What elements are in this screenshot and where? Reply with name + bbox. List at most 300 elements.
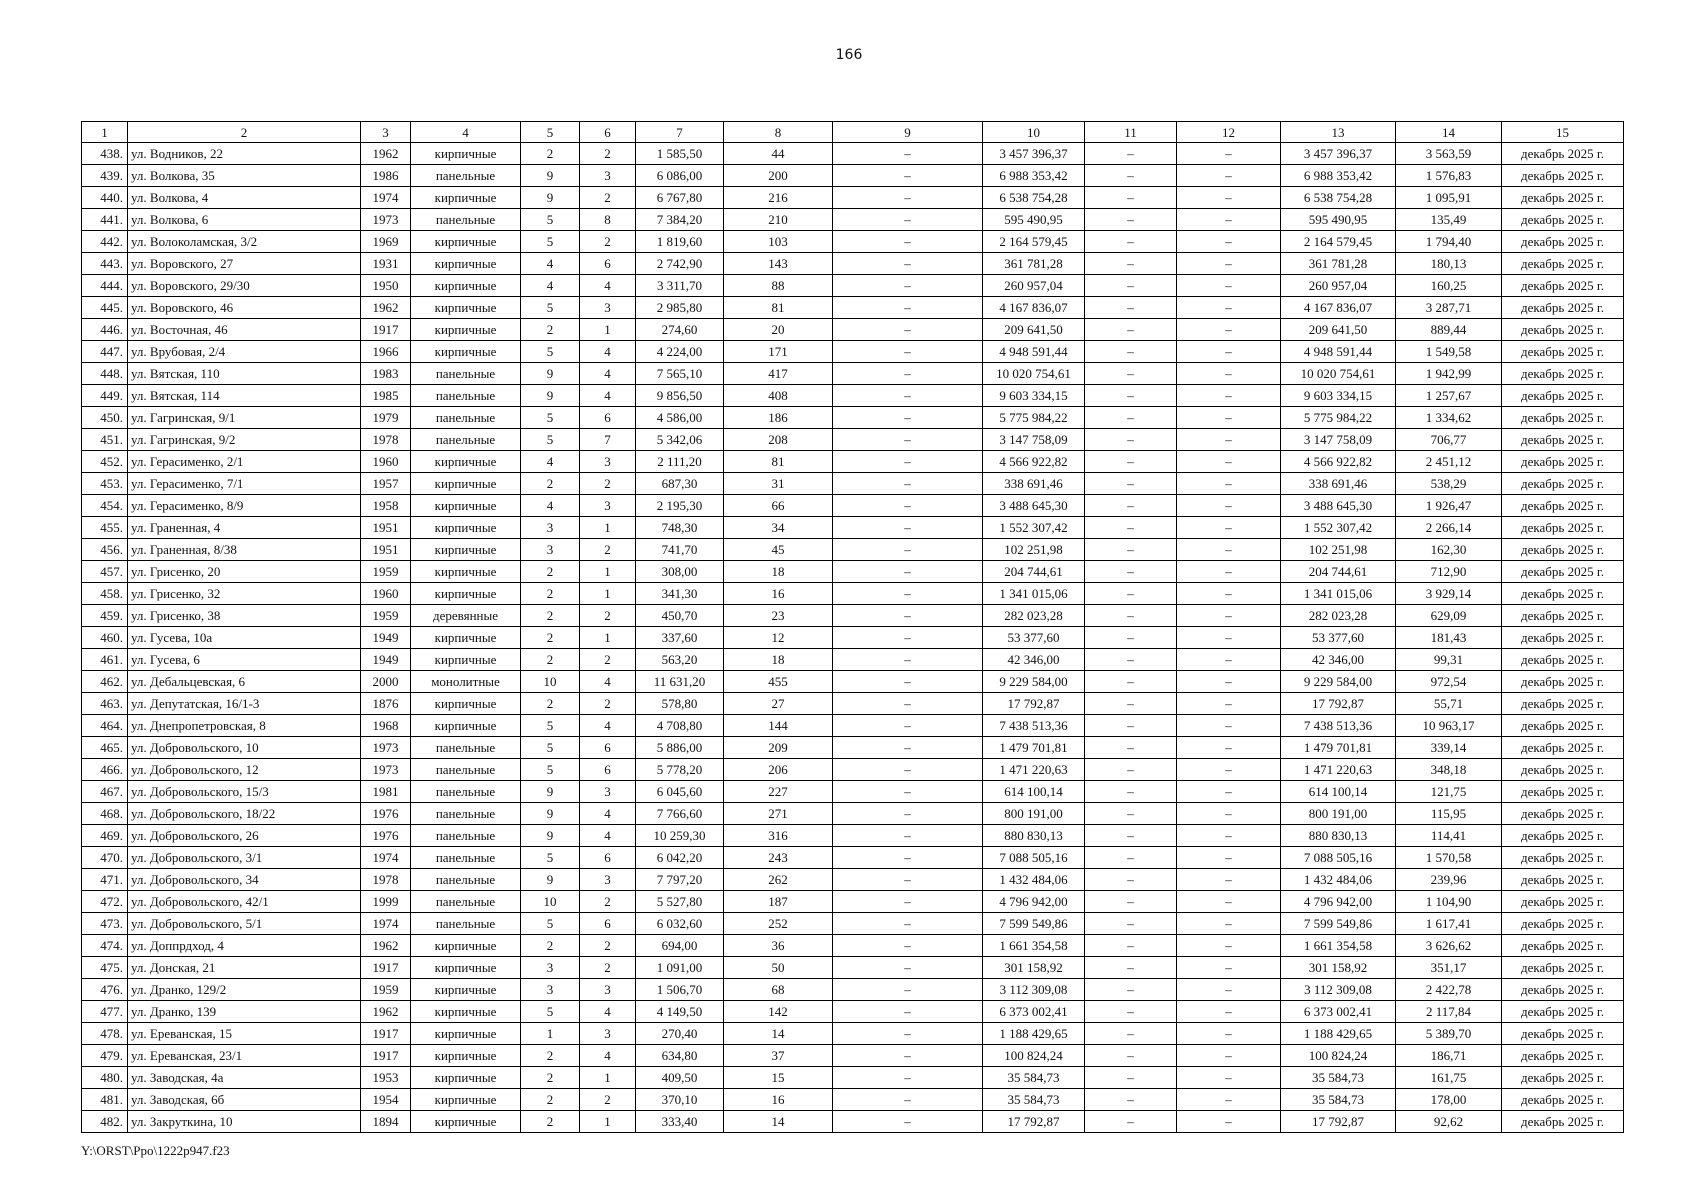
table-cell: 4 [580,275,636,297]
table-cell: – [1177,693,1281,715]
table-cell: – [1085,1111,1177,1133]
table-cell: – [1177,429,1281,451]
table-cell: 14 [724,1023,833,1045]
table-cell: – [833,847,983,869]
table-cell: – [1177,297,1281,319]
table-cell: 465. [82,737,128,759]
table-cell: 1962 [361,1001,411,1023]
table-row [82,385,1624,407]
table-cell: декабрь 2025 г. [1502,781,1624,803]
table-cell: – [1177,539,1281,561]
column-header-14: 14 [1396,122,1502,143]
table-cell: кирпичные [411,231,521,253]
table-cell: 262 [724,869,833,891]
table-cell: панельные [411,363,521,385]
table-cell: ул. Заводская, 4а [128,1067,361,1089]
table-cell: 1 661 354,58 [1281,935,1396,957]
table-cell: 2 985,80 [636,297,724,319]
table-cell: 1951 [361,539,411,561]
table-cell: 6 032,60 [636,913,724,935]
table-cell: кирпичные [411,1089,521,1111]
table-cell: 694,00 [636,935,724,957]
table-cell: панельные [411,781,521,803]
table-cell: 316 [724,825,833,847]
table-cell: – [1085,1045,1177,1067]
table-cell: 143 [724,253,833,275]
table-cell: 11 631,20 [636,671,724,693]
table-cell: кирпичные [411,649,521,671]
column-header-10: 10 [983,122,1085,143]
table-row [82,781,1624,803]
table-cell: – [1177,935,1281,957]
table-cell: декабрь 2025 г. [1502,385,1624,407]
table-cell: 10 963,17 [1396,715,1502,737]
table-cell: 440. [82,187,128,209]
column-header-15: 15 [1502,122,1624,143]
table-cell: 333,40 [636,1111,724,1133]
table-cell: – [833,363,983,385]
table-cell: 476. [82,979,128,1001]
table-cell: 1949 [361,649,411,671]
table-cell: 5 [521,341,580,363]
table-cell: – [1085,429,1177,451]
table-cell: 6 086,00 [636,165,724,187]
table-cell: – [1085,979,1177,1001]
table-cell: 1968 [361,715,411,737]
data-table [81,121,1624,1133]
table-cell: – [1177,253,1281,275]
table-cell: – [1177,847,1281,869]
table-cell: 1 [580,319,636,341]
table-cell: ул. Граненная, 4 [128,517,361,539]
table-cell: 5 778,20 [636,759,724,781]
table-cell: 308,00 [636,561,724,583]
table-cell: 3 626,62 [1396,935,1502,957]
table-cell: 9 [521,363,580,385]
table-cell: 1 [580,583,636,605]
table-cell: панельные [411,847,521,869]
table-cell: 9 [521,165,580,187]
table-cell: 9 [521,803,580,825]
table-cell: – [1085,715,1177,737]
table-cell: ул. Добровольского, 3/1 [128,847,361,869]
table-cell: 4 948 591,44 [1281,341,1396,363]
table-cell: 6 042,20 [636,847,724,869]
table-cell: – [1177,451,1281,473]
table-cell: 100 824,24 [1281,1045,1396,1067]
table-cell: 186 [724,407,833,429]
table-cell: декабрь 2025 г. [1502,451,1624,473]
table-cell: – [1085,363,1177,385]
table-cell: 441. [82,209,128,231]
table-cell: 473. [82,913,128,935]
table-row [82,319,1624,341]
table-cell: ул. Депутатская, 16/1-3 [128,693,361,715]
table-cell: 468. [82,803,128,825]
table-cell: – [833,341,983,363]
table-cell: ул. Волкова, 4 [128,187,361,209]
table-cell: декабрь 2025 г. [1502,165,1624,187]
table-cell: – [1177,715,1281,737]
table-cell: 187 [724,891,833,913]
table-cell: 1949 [361,627,411,649]
table-cell: 4 [580,715,636,737]
table-cell: 1 [580,517,636,539]
table-cell: 3 488 645,30 [1281,495,1396,517]
table-cell: ул. Доппрдход, 4 [128,935,361,957]
table-cell: кирпичные [411,517,521,539]
table-cell: кирпичные [411,1023,521,1045]
table-cell: – [833,759,983,781]
table-row [82,957,1624,979]
table-cell: ул. Добровольского, 5/1 [128,913,361,935]
table-body [82,143,1624,1133]
table-cell: 10 [521,891,580,913]
table-row [82,891,1624,913]
table-cell: – [1177,979,1281,1001]
table-cell: – [833,473,983,495]
table-cell: 209 641,50 [983,319,1085,341]
table-cell: – [833,187,983,209]
table-cell: – [1177,407,1281,429]
table-cell: – [1085,451,1177,473]
table-cell: 474. [82,935,128,957]
table-cell: 2 [580,143,636,165]
table-cell: 1 479 701,81 [983,737,1085,759]
table-cell: – [833,737,983,759]
table-cell: – [1177,341,1281,363]
table-cell: ул. Гагринская, 9/2 [128,429,361,451]
table-cell: 1 188 429,65 [1281,1023,1396,1045]
table-cell: 5 [521,847,580,869]
table-row [82,979,1624,1001]
table-cell: – [833,891,983,913]
table-cell: 1 257,67 [1396,385,1502,407]
table-cell: 6 988 353,42 [983,165,1085,187]
table-cell: 1962 [361,935,411,957]
table-cell: 538,29 [1396,473,1502,495]
table-cell: – [1177,671,1281,693]
table-cell: 9 [521,781,580,803]
table-cell: 444. [82,275,128,297]
table-cell: 1 661 354,58 [983,935,1085,957]
table-cell: 3 112 309,08 [983,979,1085,1001]
table-cell: 1974 [361,847,411,869]
table-cell: 3 [580,781,636,803]
table-cell: 6 [580,759,636,781]
table-cell: 3 457 396,37 [1281,143,1396,165]
table-cell: 1 [580,1067,636,1089]
table-row [82,407,1624,429]
table-cell: 475. [82,957,128,979]
table-cell: кирпичные [411,561,521,583]
table-cell: 449. [82,385,128,407]
table-cell: 2 [580,935,636,957]
table-cell: – [1177,561,1281,583]
table-row [82,143,1624,165]
table-cell: 6 [580,913,636,935]
table-cell: – [1085,869,1177,891]
table-cell: кирпичные [411,627,521,649]
table-cell: кирпичные [411,473,521,495]
column-header-9: 9 [833,122,983,143]
table-cell: кирпичные [411,1111,521,1133]
table-cell: 17 792,87 [983,1111,1085,1133]
table-cell: 481. [82,1089,128,1111]
table-cell: 4 [580,363,636,385]
table-cell: кирпичные [411,143,521,165]
column-header-5: 5 [521,122,580,143]
table-cell: декабрь 2025 г. [1502,1089,1624,1111]
table-cell: – [833,561,983,583]
table-cell: – [833,781,983,803]
table-cell: 142 [724,1001,833,1023]
table-cell: 3 [580,1023,636,1045]
table-cell: 204 744,61 [1281,561,1396,583]
table-cell: 180,13 [1396,253,1502,275]
table-row [82,253,1624,275]
table-cell: – [1177,869,1281,891]
table-cell: 1 341 015,06 [983,583,1085,605]
table-cell: 478. [82,1023,128,1045]
table-cell: 162,30 [1396,539,1502,561]
table-cell: 889,44 [1396,319,1502,341]
table-cell: 1959 [361,561,411,583]
table-cell: – [1085,1023,1177,1045]
table-cell: ул. Донская, 21 [128,957,361,979]
table-cell: 972,54 [1396,671,1502,693]
column-header-7: 7 [636,122,724,143]
table-cell: декабрь 2025 г. [1502,693,1624,715]
table-cell: – [833,627,983,649]
table-cell: – [1085,231,1177,253]
table-cell: 880 830,13 [983,825,1085,847]
table-cell: – [1177,583,1281,605]
table-cell: 7 438 513,36 [1281,715,1396,737]
table-cell: кирпичные [411,319,521,341]
table-cell: 2 [580,187,636,209]
table-cell: декабрь 2025 г. [1502,825,1624,847]
table-cell: 2 [580,1089,636,1111]
table-cell: 2 [521,935,580,957]
table-cell: декабрь 2025 г. [1502,627,1624,649]
table-cell: – [833,649,983,671]
table-cell: 1960 [361,583,411,605]
table-cell: ул. Воровского, 27 [128,253,361,275]
table-cell: 35 584,73 [1281,1067,1396,1089]
table-cell: ул. Добровольского, 15/3 [128,781,361,803]
table-cell: декабрь 2025 г. [1502,495,1624,517]
table-cell: 1966 [361,341,411,363]
table-row [82,869,1624,891]
table-cell: 5 [521,297,580,319]
table-cell: 1960 [361,451,411,473]
table-cell: – [1085,803,1177,825]
table-cell: декабрь 2025 г. [1502,671,1624,693]
table-cell: 1 942,99 [1396,363,1502,385]
table-cell: кирпичные [411,715,521,737]
table-cell: – [1177,495,1281,517]
table-cell: декабрь 2025 г. [1502,1023,1624,1045]
table-row [82,451,1624,473]
table-cell: 1876 [361,693,411,715]
table-cell: 471. [82,869,128,891]
table-cell: 88 [724,275,833,297]
table-cell: 271 [724,803,833,825]
table-cell: 1954 [361,1089,411,1111]
table-cell: – [1085,759,1177,781]
table-cell: 1969 [361,231,411,253]
table-cell: 4 948 591,44 [983,341,1085,363]
table-cell: – [1085,407,1177,429]
table-cell: – [1085,693,1177,715]
table-cell: панельные [411,803,521,825]
table-cell: 10 020 754,61 [983,363,1085,385]
table-cell: – [1177,517,1281,539]
table-cell: 100 824,24 [983,1045,1085,1067]
table-cell: 204 744,61 [983,561,1085,583]
table-cell: – [1177,363,1281,385]
table-cell: ул. Добровольского, 18/22 [128,803,361,825]
table-row [82,231,1624,253]
table-cell: 1 585,50 [636,143,724,165]
table-cell: 7 088 505,16 [1281,847,1396,869]
table-cell: декабрь 2025 г. [1502,539,1624,561]
table-cell: монолитные [411,671,521,693]
table-cell: – [1085,385,1177,407]
table-cell: 1958 [361,495,411,517]
table-row [82,715,1624,737]
table-cell: 1 794,40 [1396,231,1502,253]
table-cell: – [1085,957,1177,979]
table-cell: 459. [82,605,128,627]
table-cell: 4 [580,341,636,363]
table-cell: 2 [521,1089,580,1111]
table-row [82,913,1624,935]
table-cell: 9 856,50 [636,385,724,407]
table-cell: 206 [724,759,833,781]
table-cell: 35 584,73 [983,1067,1085,1089]
table-cell: – [833,869,983,891]
table-cell: декабрь 2025 г. [1502,209,1624,231]
table-cell: декабрь 2025 г. [1502,1067,1624,1089]
table-cell: 34 [724,517,833,539]
table-cell: 4 167 836,07 [983,297,1085,319]
table-cell: 1 [580,627,636,649]
table-cell: 1973 [361,759,411,781]
table-cell: 18 [724,561,833,583]
table-cell: – [1177,605,1281,627]
table-cell: – [833,671,983,693]
table-cell: 1973 [361,209,411,231]
table-cell: 103 [724,231,833,253]
table-cell: 5 [521,231,580,253]
table-cell: 4 [521,451,580,473]
table-cell: кирпичные [411,187,521,209]
table-cell: – [1177,627,1281,649]
table-cell: 1917 [361,1045,411,1067]
table-cell: – [1085,649,1177,671]
table-cell: 3 [580,165,636,187]
table-cell: 301 158,92 [983,957,1085,979]
table-cell: 1985 [361,385,411,407]
table-cell: 5 [521,759,580,781]
table-cell: декабрь 2025 г. [1502,319,1624,341]
table-row [82,627,1624,649]
table-cell: панельные [411,759,521,781]
table-cell: ул. Волоколамская, 3/2 [128,231,361,253]
table-cell: 18 [724,649,833,671]
table-cell: кирпичные [411,539,521,561]
table-cell: 4 708,80 [636,715,724,737]
table-row [82,737,1624,759]
table-cell: 5 342,06 [636,429,724,451]
table-cell: деревянные [411,605,521,627]
table-cell: 9 [521,187,580,209]
table-cell: 614 100,14 [1281,781,1396,803]
table-cell: 20 [724,319,833,341]
table-cell: кирпичные [411,583,521,605]
table-cell: ул. Граненная, 8/38 [128,539,361,561]
table-cell: – [1085,913,1177,935]
table-cell: 450,70 [636,605,724,627]
table-row [82,363,1624,385]
table-cell: 186,71 [1396,1045,1502,1067]
table-cell: 1 819,60 [636,231,724,253]
table-cell: ул. Водников, 22 [128,143,361,165]
table-cell: панельные [411,407,521,429]
table-cell: 3 929,14 [1396,583,1502,605]
table-cell: кирпичные [411,297,521,319]
table-cell: 2 451,12 [1396,451,1502,473]
table-cell: 1959 [361,605,411,627]
table-cell: – [833,407,983,429]
table-cell: 252 [724,913,833,935]
table-cell: кирпичные [411,451,521,473]
table-cell: – [1085,737,1177,759]
table-cell: 6 767,80 [636,187,724,209]
table-row [82,583,1624,605]
table-row [82,1089,1624,1111]
table-cell: 409,50 [636,1067,724,1089]
table-cell: 2 195,30 [636,495,724,517]
table-cell: – [833,693,983,715]
table-cell: 460. [82,627,128,649]
table-cell: 450. [82,407,128,429]
table-cell: 4 566 922,82 [1281,451,1396,473]
table-cell: – [833,385,983,407]
table-cell: – [833,583,983,605]
table-cell: 4 [580,803,636,825]
table-row [82,495,1624,517]
table-cell: 706,77 [1396,429,1502,451]
column-header-3: 3 [361,122,411,143]
table-cell: панельные [411,869,521,891]
table-cell: 439. [82,165,128,187]
table-cell: – [1085,341,1177,363]
table-cell: ул. Воровского, 46 [128,297,361,319]
table-cell: 446. [82,319,128,341]
column-header-11: 11 [1085,122,1177,143]
table-cell: 14 [724,1111,833,1133]
table-cell: – [1085,671,1177,693]
table-cell: 4 586,00 [636,407,724,429]
table-cell: 1962 [361,297,411,319]
table-cell: 216 [724,187,833,209]
table-cell: 35 584,73 [1281,1089,1396,1111]
table-cell: 6 538 754,28 [1281,187,1396,209]
table-cell: 1978 [361,869,411,891]
